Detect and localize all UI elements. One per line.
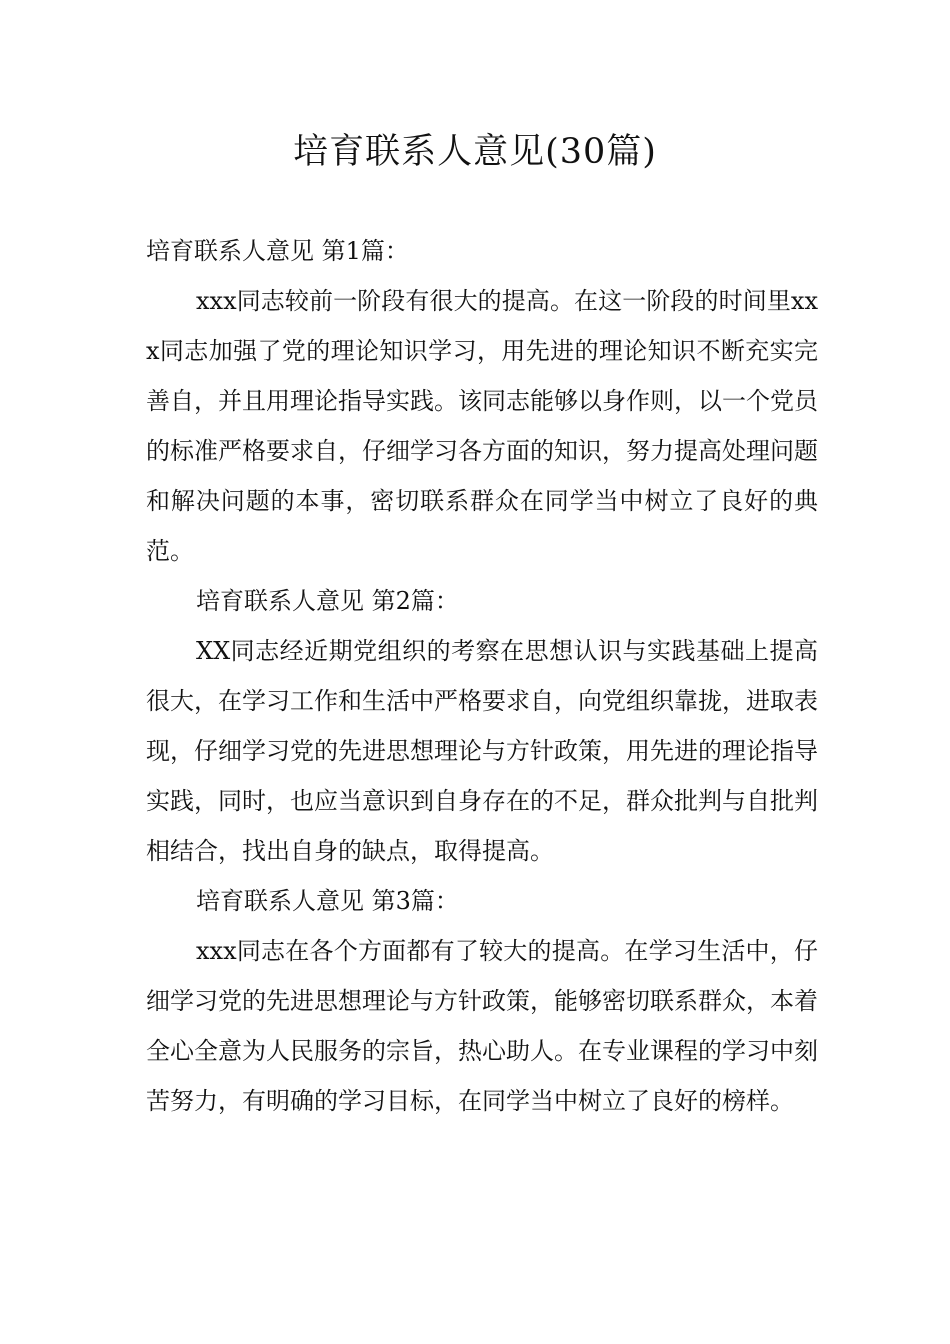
- section-1-paragraph: xxx同志较前一阶段有很大的提高。在这一阶段的时间里xxx同志加强了党的理论知识学习，用先进的理论知识不断充实完善自，并且用理论指导实践。该同志能够以身作则，以一个党员的标准严格要求自，仔细学习各方面的知识，努力提高处理问题和解决问题的本事，密切联系群众在同学当中树立了良好的典范。: [146, 287, 818, 565]
- section-2-heading: 培育联系人意见 第2篇：: [196, 587, 459, 615]
- section-2-paragraph: XX同志经近期党组织的考察在思想认识与实践基础上提高很大，在学习工作和生活中严格要求自，向党组织靠拢，进取表现，仔细学习党的先进思想理论与方针政策，用先进的理论指导实践，同时，也应当意识到自身存在的不足，群众批判与自批判相结合，找出自身的缺点，取得提高。: [146, 637, 818, 865]
- section-3-heading: 培育联系人意见 第3篇：: [196, 887, 459, 915]
- document-title: 培育联系人意见(30篇): [293, 132, 657, 172]
- document-body: [146, 226, 818, 1126]
- section-3-paragraph: xxx同志在各个方面都有了较大的提高。在学习生活中，仔细学习党的先进思想理论与方针政策，能够密切联系群众，本着全心全意为人民服务的宗旨，热心助人。在专业课程的学习中刻苦努力，有明确的学习目标，在同学当中树立了良好的榜样。: [146, 937, 818, 1115]
- section-1-heading: 培育联系人意见 第1篇：: [146, 237, 409, 265]
